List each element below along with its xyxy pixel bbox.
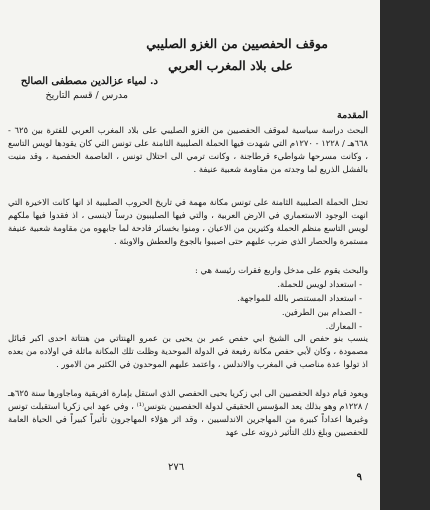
- article-subtitle: على بلاد المغرب العربي: [168, 58, 293, 73]
- author-name: د. لمياء عزالدين مصطفى الصالح: [20, 76, 158, 87]
- paragraph-3: والبحث يقوم على مدخل واربع فقرات رئيسة هي :: [195, 265, 368, 275]
- list-item: - الصدام بين الطرفين.: [62, 306, 362, 320]
- topic-list: [62, 278, 362, 334]
- list-item: - المعارك.: [62, 320, 362, 334]
- paragraph-2: تحتل الحملة الصليبية الثامنة على تونس مكانة مهمة في تاريخ الحروب الصليبية اذ انها كانت الاخيرة التي انهت الوجود الاستعماري في الارض العربية ، والتي فيها الصليبيون درساً لاينسى ، اذ فقدوا فيها ملكهم لويس التاسع منظم الحملة وكثيرين من الاعيان ، ومنوا بخسائر فادحة لما جابهوه من مقاومة شعبية عنيفة مستمرة والحصار الذي ضرب عليهم حتى اصيبوا بالجوع والعطش والاوبئة .: [8, 197, 368, 246]
- page-number: ٢٧٦: [168, 462, 185, 473]
- paragraph-5: ويعود قيام دولة الحفصيين الى ابي زكريا يحيى الحفصي الذي استقل بإمارة افريقية وماجاورها سنة ٦٢٥هـ / ١٢٢٨م وهو بذلك يعد المؤسس الحقيقي لدولة الحفصيين بتونس⁽¹⁾ ، وفي عهد ابي زكريا استقبلت تونس وغيرها اعداداً كبيرة من المهاجرين الاندلسيين ، وقد اثر هؤلاء المهاجرون تأثيراً كبيراً في الحياة العامة للحفصيين وبلغ ذلك التأثير ذروته على عهد: [8, 388, 368, 437]
- list-item: - استعداد المستنصر بالله للمواجهة.: [62, 292, 362, 306]
- author-role: مدرس / قسم التاريخ: [45, 90, 128, 101]
- paragraph-1: البحث دراسة سياسية لموقف الحفصيين من الغزو الصليبي على بلاد المغرب العربي للفترة بين ٦٢٥ - ٦٦٨هـ / ١٢٢٨ - ١٢٧٠م التي شهدت فيها الحملة الصليبية الثامنة على تونس التي كان يقودها لويس التاسع ، وكانت مسرحها شواطيء قرطاجنة ، وكانت ترمي الى احتلال تونس ، العاصمة الحفصية ، وقد منيت بالفشل الذريع لما وجدته من مقاومة شعبية عنيفة .: [8, 125, 368, 174]
- list-item: - استعداد لويس للحملة.: [62, 278, 362, 292]
- intro-heading: المقدمة: [336, 110, 368, 121]
- paragraph-4: ينسب بنو حفص الى الشيخ ابي حفص عمر بن يحيى بن عمرو الهنتاتي من هنتاتة احدى اكبر قبائل مصمودة ، وكان لأبي حفص مكانة رفيعة في الدولة الموحدية وظلت تلك المكانة ماثلة في اولاده من بعده اذ تولوا عدة مناصب في المغرب والاندلس ، واعتمد عليهم الموحدون في الكثير من الامور .: [8, 333, 368, 369]
- viewer-side-panel: [380, 0, 430, 510]
- footer-mark: ٩: [356, 472, 362, 483]
- article-title: موقف الحفصيين من الغزو الصليبي: [146, 36, 328, 51]
